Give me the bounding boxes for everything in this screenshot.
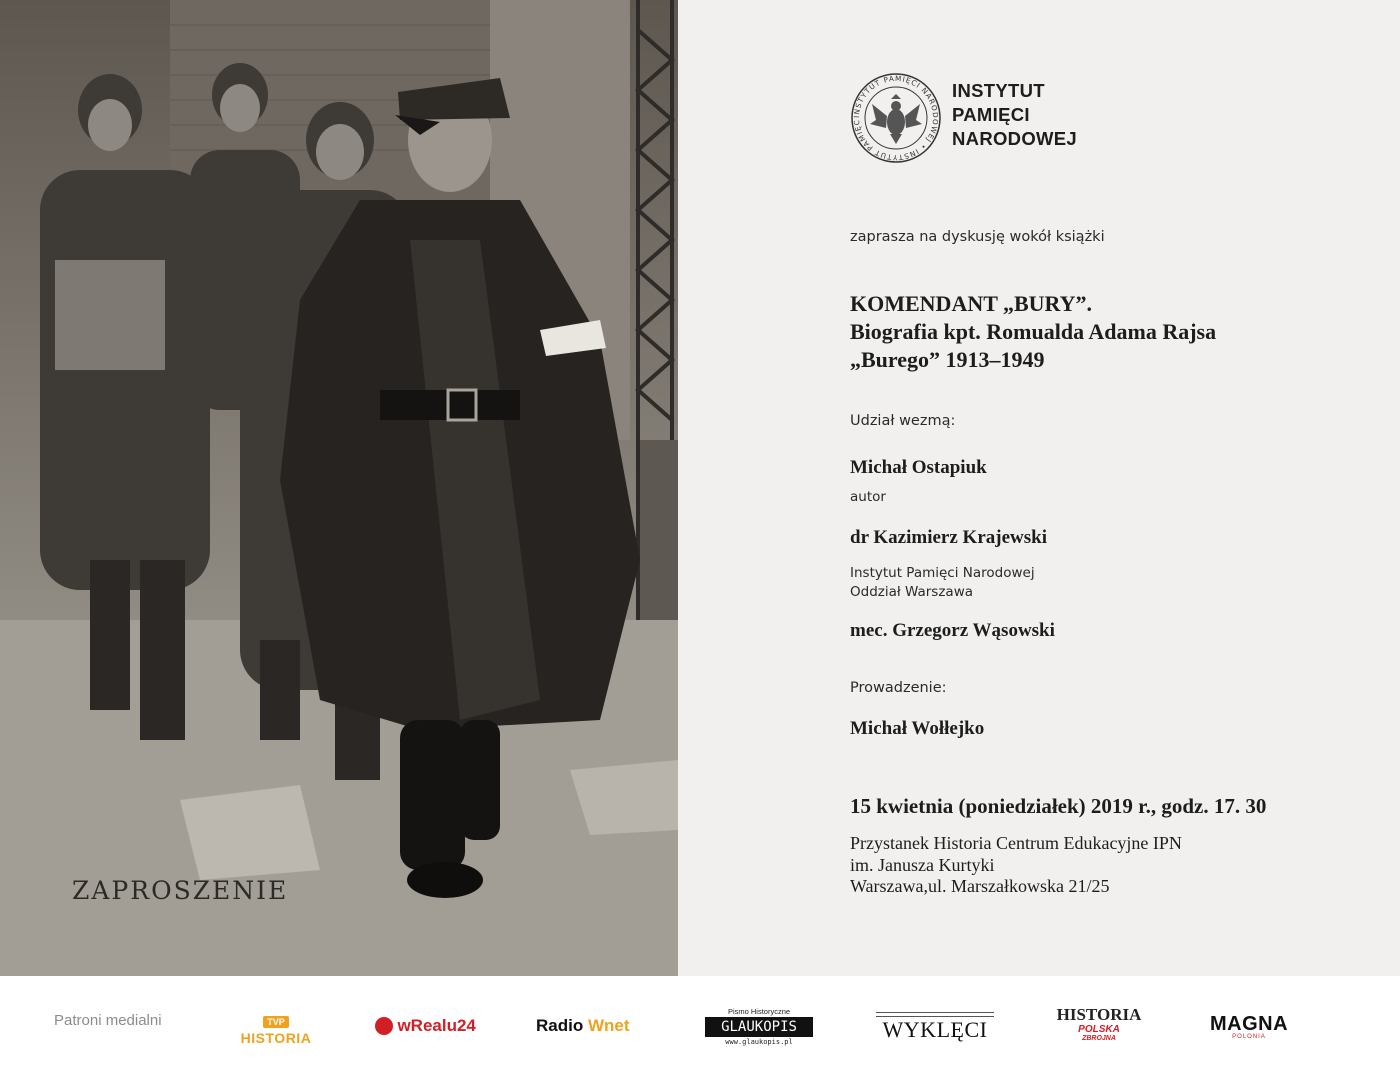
tvp-historia-logo: [236, 1012, 316, 1046]
wrealu-mark-icon: [375, 1017, 393, 1035]
glaukopis-logo: [705, 1007, 813, 1047]
soldiers-photo-illustration: [0, 0, 678, 976]
svg-text:INSTYTUT PAMIĘCI NARODOWEJ • I: INSTYTUT PAMIĘCI NARODOWEJ • INSTYTUT PAMIĘC: [851, 73, 941, 163]
participants-heading: Udział wezmą:: [850, 413, 956, 429]
participant-role: autor: [850, 489, 886, 505]
institute-name: [952, 79, 1077, 151]
book-title-line3: „Burego” 1913–1949: [850, 347, 1045, 372]
book-title-line1: KOMENDANT „BURY”.: [850, 291, 1093, 316]
invite-line: zaprasza na dyskusję wokół książki: [850, 229, 1105, 245]
address-line1: Przystanek Historia Centrum Edukacyjne IPN: [850, 833, 1182, 853]
wykleci-logo: [876, 1012, 994, 1041]
institute-name-line2: PAMIĘCI: [952, 104, 1030, 125]
address-line3: Warszawa,ul. Marszałkowska 21/25: [850, 876, 1110, 896]
glaukopis-main: GLAUKOPIS: [705, 1017, 813, 1037]
media-patrons-footer: [0, 976, 1400, 1077]
magna-text: MAGNA: [1209, 1013, 1289, 1035]
event-address: [850, 833, 1182, 898]
participant-name: Michał Ostapiuk: [850, 457, 987, 478]
book-title: [850, 290, 1216, 374]
event-date: 15 kwietnia (poniedziałek) 2019 r., godz. 17. 30: [850, 794, 1267, 818]
participant-role: Instytut Pamięci Narodowej: [850, 565, 1035, 581]
host-heading: Prowadzenie:: [850, 680, 947, 696]
institute-name-line1: INSTYTUT: [952, 80, 1045, 101]
glaukopis-top: Pismo Historyczne: [727, 1007, 791, 1016]
radio-text: Radio: [536, 1016, 584, 1035]
tvp-badge: TVP: [263, 1016, 289, 1028]
magna-polonia-logo: [1207, 1014, 1291, 1041]
cover-photo: [0, 0, 678, 976]
historia-polska-zbrojna-logo: [1056, 1006, 1142, 1043]
historia-text: HISTORIA: [1056, 1005, 1142, 1024]
book-title-line2: Biografia kpt. Romualda Adama Rajsa: [850, 319, 1217, 344]
wrealu24-logo: [375, 1016, 476, 1036]
participant-name: dr Kazimierz Krajewski: [850, 527, 1047, 548]
institute-name-line3: NARODOWEJ: [952, 128, 1078, 149]
address-line2: im. Janusza Kurtyki: [850, 854, 995, 875]
radio-wnet-logo: [536, 1016, 630, 1036]
participant-name: mec. Grzegorz Wąsowski: [850, 620, 1055, 641]
polska-text: POLSKA: [1078, 1024, 1120, 1035]
wnet-text: Wnet: [587, 1016, 630, 1035]
invitation-label: ZAPROSZENIE: [72, 876, 289, 905]
participant-role: Oddział Warszawa: [850, 584, 974, 600]
host-name: Michał Wołłejko: [850, 718, 985, 739]
patroni-label: Patroni medialni: [54, 1012, 162, 1029]
wykleci-text: WYKLĘCI: [882, 1017, 988, 1042]
polonia-text: POLONIA: [1232, 1034, 1266, 1040]
wrealu-text: wRealu24: [397, 1016, 476, 1035]
ipn-eagle-seal-icon: [850, 72, 942, 164]
tvp-historia-text: HISTORIA: [240, 1030, 312, 1046]
zbrojna-text: ZBROJNA: [1082, 1035, 1116, 1042]
glaukopis-url: www.glaukopis.pl: [725, 1038, 793, 1046]
